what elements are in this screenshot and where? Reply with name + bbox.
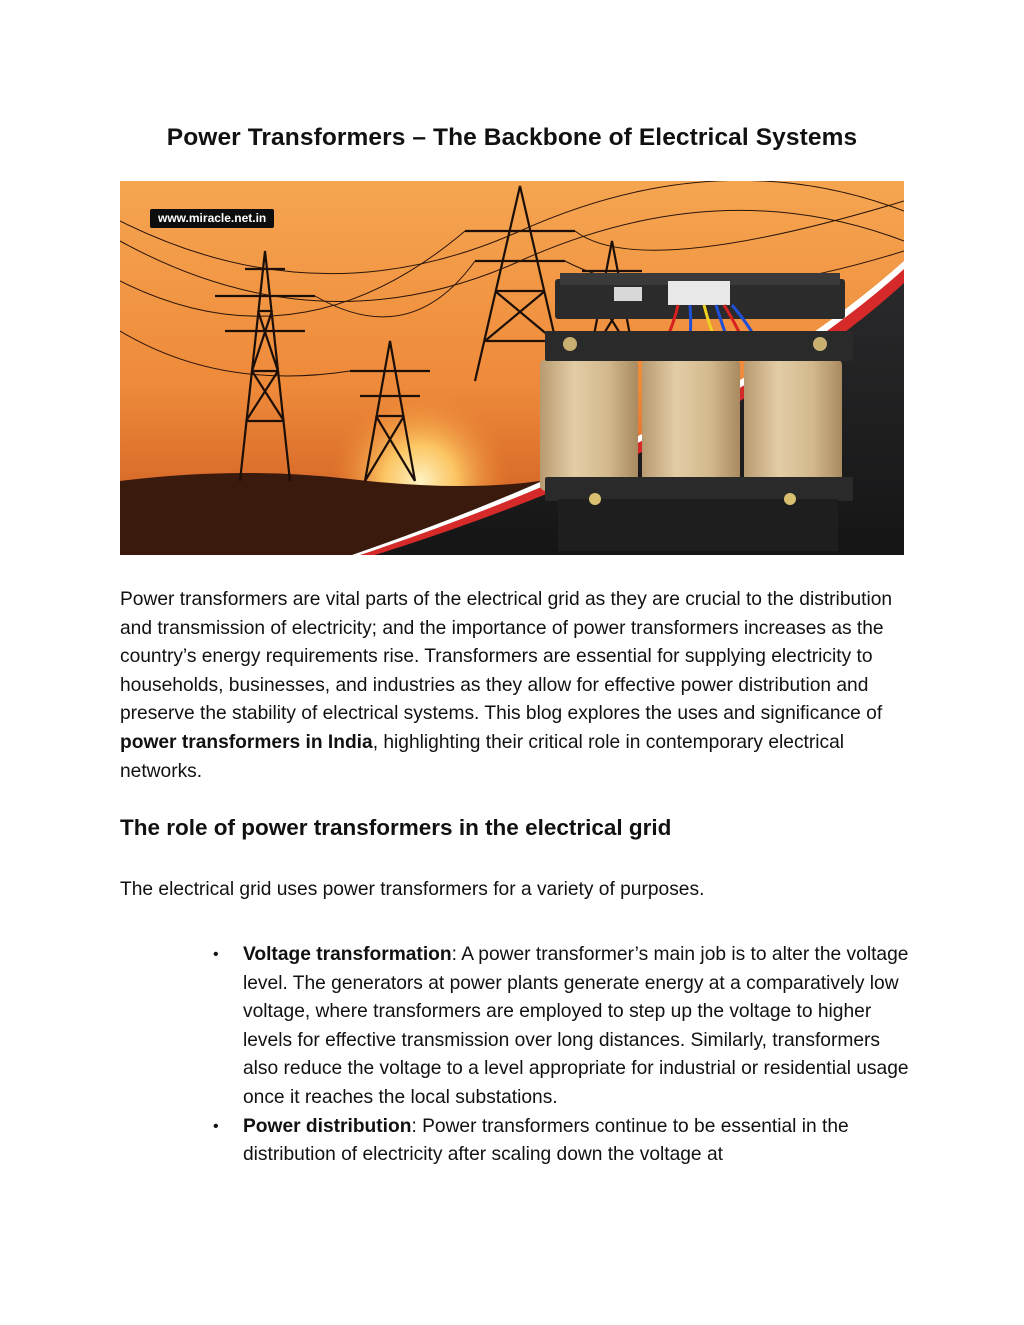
transformer-photo-illustration [120,181,904,555]
page-title: Power Transformers – The Backbone of Electrical Systems [166,124,858,151]
intro-text-start: Power transformers are vital parts of the electrical grid as they are crucial to the distribution and transmission of electricity; and the importance of power transformers increases as the country’s energy requirements rise. Transformers are essential for supplying electricity to households, businesses, and industries as they allow for effective power distribution and preserve the stability of electrical systems. This blog explores the uses and significance of [120,589,893,725]
intro-text-end: , highlighting their critical role in contemporary electrical networks. [120,731,845,782]
list-item [213,1113,913,1170]
bullet-icon: • [213,1117,219,1135]
bullet-text: : Power transformers continue to be essential in the distribution of electricity after scaling down the voltage at [243,1115,849,1166]
hero-image [120,181,904,555]
bullet-term: Power distribution [243,1115,412,1137]
bullet-term: Voltage transformation [243,944,452,965]
bullet-list [213,941,913,1170]
watermark-label: www.miracle.net.in [150,209,274,228]
bullet-text: : A power transformer’s main job is to alter the voltage level. The generators at power plants generate energy at a comparatively low voltage, where transformers are employed to step up the voltage to higher levels for effective transmission over long distances. Similarly, transformers also reduce the voltage to a level appropriate for industrial or residential usage once it reaches the local substations. [243,944,909,1108]
section-heading: The role of power transformers in the electrical grid [120,815,672,840]
intro-paragraph [120,586,910,786]
intro-bold-keyword: power transformers in India [120,731,373,753]
lead-sentence: The electrical grid uses power transformers for a variety of purposes. [120,879,705,900]
bullet-icon: • [213,946,219,963]
list-item [213,941,913,1113]
transformer-unit [540,273,853,551]
